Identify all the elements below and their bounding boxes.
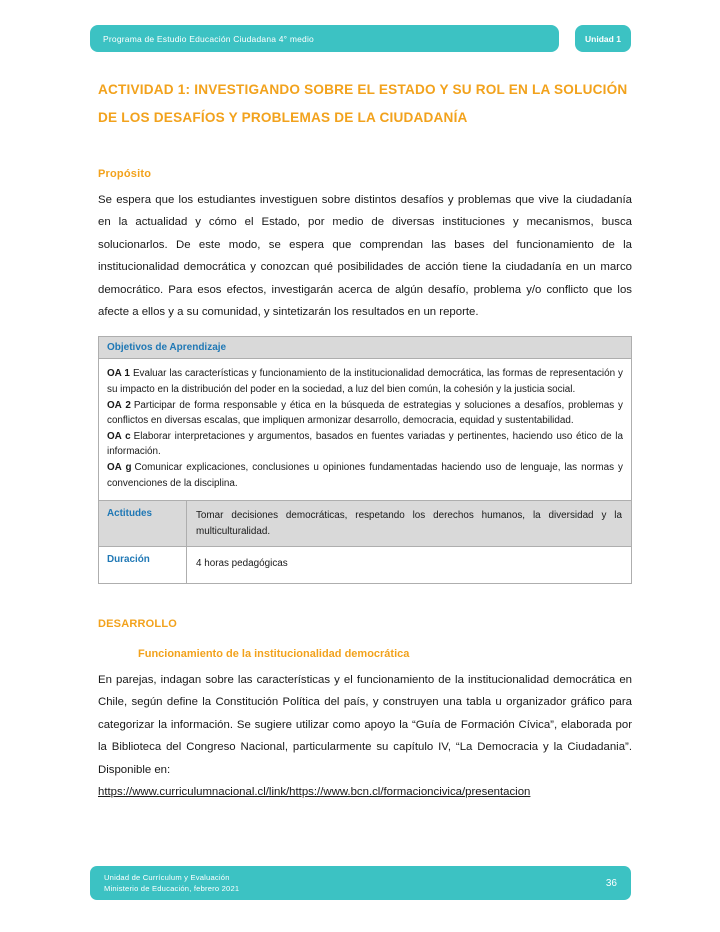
- duracion-text-cell: 4 horas pedagógicas: [187, 547, 632, 584]
- oa-item: [107, 429, 623, 460]
- unit-label: Unidad 1: [585, 33, 621, 44]
- oa-code: OA g: [107, 462, 132, 473]
- oa-text: Participar de forma responsable y ética en la búsqueda de estrategias y soluciones a desafíos, problemas y conflictos en diversas escalas, que impliquen armonizar desarrollo, democracia, equidad y sustentabilidad.: [107, 399, 623, 427]
- program-title-bar: [90, 25, 559, 52]
- oa-code: OA 2: [107, 399, 131, 411]
- footer-line1: Unidad de Currículum y Evaluación: [104, 873, 230, 882]
- table-row: [99, 337, 632, 359]
- table-row: [99, 547, 632, 584]
- program-title: Programa de Estudio Educación Ciudadana 4° medio: [103, 33, 314, 44]
- proposito-heading: Propósito: [98, 168, 152, 180]
- table-row: [99, 359, 632, 501]
- desarrollo-heading: DESARROLLO: [98, 617, 177, 630]
- oa-text: Comunicar explicaciones, conclusiones u opiniones fundamentadas haciendo uso de lenguaje, las normas y convenciones de la disciplina.: [107, 462, 623, 489]
- oa-text: Evaluar las características y funcionamiento de la institucionalidad democrática, las formas de representación y su impacto en la distribución del poder en la sociedad, a luz del bien común, la cohesión y la justicia social.: [107, 368, 623, 396]
- footer-credits: [104, 872, 239, 894]
- unit-badge: [575, 25, 631, 52]
- oa-item: [107, 366, 623, 397]
- duracion-label-cell: Duración: [99, 547, 187, 584]
- oa-item: [107, 460, 623, 491]
- table-row: [99, 501, 632, 547]
- resource-link[interactable]: https://www.curriculumnacional.cl/link/https://www.bcn.cl/formacioncivica/presentacion: [98, 786, 531, 798]
- content-area: [98, 76, 632, 803]
- proposito-paragraph: Se espera que los estudiantes investiguen sobre distintos desafíos y problemas que vive la ciudadanía en la actualidad y cómo el Estado, por medio de diversas instituciones y mecanismos, busca solucionarlos. De este modo, se espera que comprendan las bases del funcionamiento de la institucionalidad democrática y conozcan qué posibilidades de acción tiene la ciudadanía en un marco democrático. Para esos efectos, investigarán acerca de algún desafío, problema y/o conflicto que los afecte a ellos y a su comunidad, y sintetizarán los resultados en un reporte.: [98, 194, 632, 319]
- actitudes-label-cell: Actitudes: [99, 501, 187, 547]
- oa-code: OA c: [107, 430, 131, 442]
- oa-text: Elaborar interpretaciones y argumentos, basados en fuentes variadas y pertinentes, haciendo uso ético de la información.: [107, 430, 623, 458]
- actitudes-text-cell: Tomar decisiones democráticas, respetando los derechos humanos, la diversidad y la multiculturalidad.: [187, 501, 632, 547]
- desarrollo-paragraph: En parejas, indagan sobre las características y el funcionamiento de la institucionalidad democrática en Chile, según define la Constitución Política del país, y construyen una tabla u organizador gráfico para categorizar la información. Se sugiere utilizar como apoyo la “Guía de Formación Cívica”, elaborada por la Biblioteca del Congreso Nacional, particularmente su capítulo IV, “La Democracia y la Ciudadania”. Disponible en:: [98, 673, 632, 776]
- activity-subheading: Funcionamiento de la institucionalidad democrática: [138, 647, 410, 660]
- oa-body-cell: [99, 359, 632, 501]
- activity-title: ACTIVIDAD 1: INVESTIGANDO SOBRE EL ESTADO Y SU ROL EN LA SOLUCIÓN DE LOS DESAFÍOS Y PROBLEMAS DE LA CIUDADANÍA: [98, 82, 628, 125]
- objectives-table: [98, 336, 632, 584]
- oa-header-cell: Objetivos de Aprendizaje: [99, 337, 632, 359]
- oa-code: OA 1: [107, 368, 130, 380]
- oa-item: [107, 398, 623, 429]
- page-number: 36: [605, 877, 617, 889]
- page-header: [90, 25, 631, 52]
- page-footer: [90, 866, 631, 900]
- footer-line2: Ministerio de Educación, febrero 2021: [104, 884, 240, 893]
